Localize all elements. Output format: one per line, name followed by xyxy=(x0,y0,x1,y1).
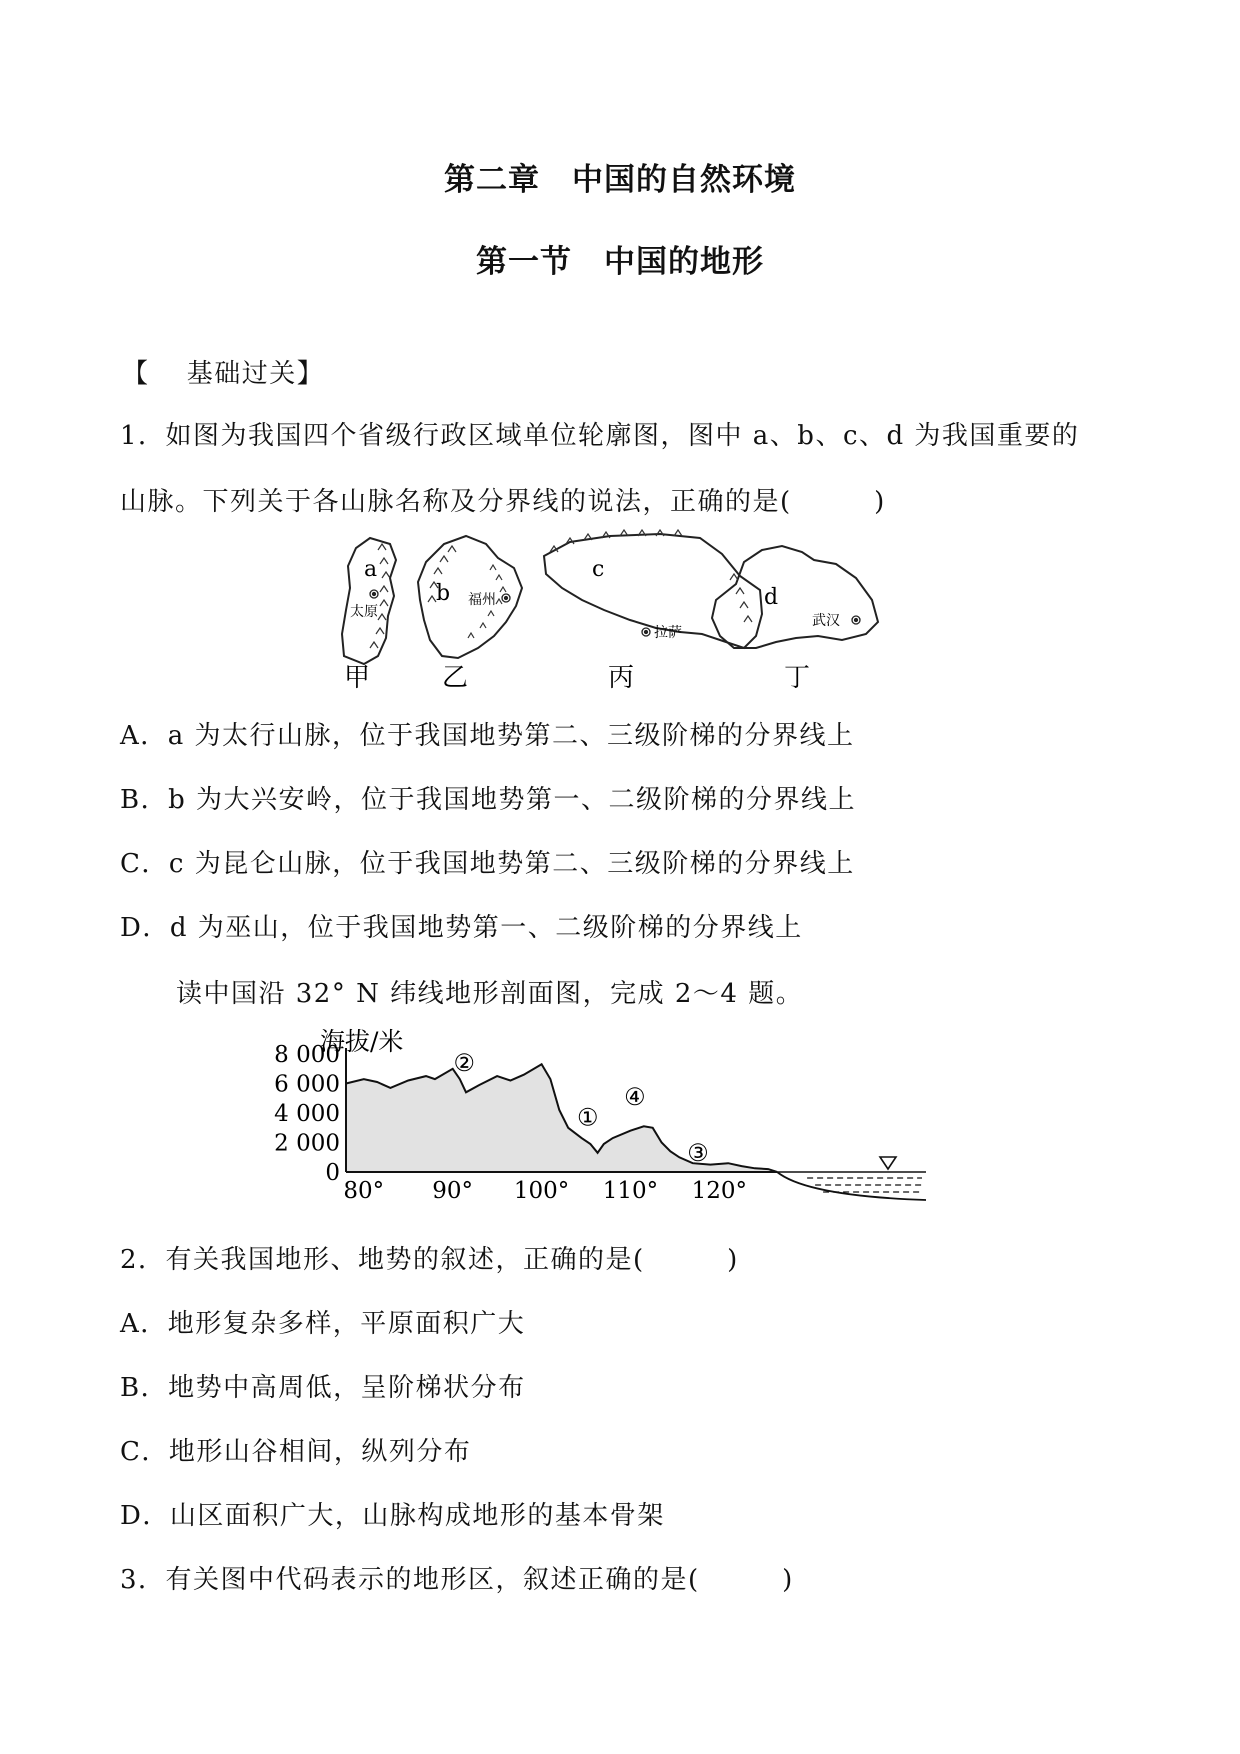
city-label-fuzhou: 福州 xyxy=(468,592,496,608)
province-outline-ding xyxy=(712,546,878,648)
region-code-label: ③ xyxy=(687,1138,709,1167)
chapter-title: 第二章 中国的自然环境 xyxy=(444,162,796,198)
q2-option-c: C．地形山谷相间，纵列分布 xyxy=(120,1437,472,1467)
caption-yi: 乙 xyxy=(442,663,469,693)
q2-option-b: B．地势中高周低，呈阶梯状分布 xyxy=(120,1373,526,1403)
q1-option-a: A．a 为太行山脉，位于我国地势第二、三级阶梯的分界线上 xyxy=(120,721,855,751)
x-tick-label: 100° xyxy=(513,1178,570,1204)
section-header: 【 基础过关】 xyxy=(122,359,325,389)
region-code-label: ② xyxy=(453,1048,475,1077)
y-tick-label: 0 xyxy=(325,1160,340,1186)
city-label-taiyuan: 太原 xyxy=(350,604,378,620)
province-outline-figure xyxy=(330,530,930,700)
x-tick-label: 110° xyxy=(602,1178,659,1204)
q2-option-a: A．地形复杂多样，平原面积广大 xyxy=(120,1309,526,1339)
y-tick-label: 6 000 xyxy=(274,1071,340,1098)
y-axis-title: 海拔/米 xyxy=(320,1027,404,1056)
q3-stem: 3．有关图中代码表示的地形区，叙述正确的是( ) xyxy=(120,1565,794,1595)
mountain-label-c: c xyxy=(592,557,605,582)
sea-floor-line xyxy=(777,1172,926,1200)
q2-stem: 2．有关我国地形、地势的叙述，正确的是( ) xyxy=(120,1245,739,1275)
intro-questions-2-4: 读中国沿 32° N 纬线地形剖面图，完成 2～4 题。 xyxy=(176,979,804,1009)
region-code-label: ④ xyxy=(624,1082,646,1111)
q1-option-c: C．c 为昆仑山脉，位于我国地势第二、三级阶梯的分界线上 xyxy=(120,849,855,879)
q1-option-d: D．d 为巫山，位于我国地势第一、二级阶梯的分界线上 xyxy=(120,913,803,943)
city-label-lasa: 拉萨 xyxy=(654,625,682,641)
y-tick-label: 8 000 xyxy=(274,1042,340,1068)
caption-jia: 甲 xyxy=(344,663,371,693)
region-code-label: ① xyxy=(577,1103,599,1132)
q1-stem-line2: 山脉。下列关于各山脉名称及分界线的说法，正确的是( ) xyxy=(120,487,886,517)
q1-option-b: B．b 为大兴安岭，位于我国地势第一、二级阶梯的分界线上 xyxy=(120,785,857,815)
province-outline-bing xyxy=(544,534,762,648)
caption-bing: 丙 xyxy=(608,663,635,693)
mountain-label-d: d xyxy=(764,585,779,610)
x-tick-label: 120° xyxy=(691,1178,748,1204)
mountain-label-a: a xyxy=(364,557,378,582)
y-tick-label: 4 000 xyxy=(274,1101,340,1127)
terrain-profile-chart xyxy=(274,1020,940,1220)
x-tick-label: 80° xyxy=(343,1178,385,1204)
x-tick-label: 90° xyxy=(432,1178,474,1204)
y-tick-label: 2 000 xyxy=(274,1130,340,1157)
section-title: 第一节 中国的地形 xyxy=(476,244,764,280)
sea-level-marker-icon xyxy=(880,1157,896,1169)
mountain-label-b: b xyxy=(436,581,451,606)
city-label-wuhan: 武汉 xyxy=(812,613,840,629)
caption-ding: 丁 xyxy=(784,663,811,693)
q2-option-d: D．山区面积广大，山脉构成地形的基本骨架 xyxy=(120,1501,665,1531)
q1-stem-line1: 1．如图为我国四个省级行政区域单位轮廓图，图中 a、b、c、d 为我国重要的 xyxy=(120,421,1080,451)
